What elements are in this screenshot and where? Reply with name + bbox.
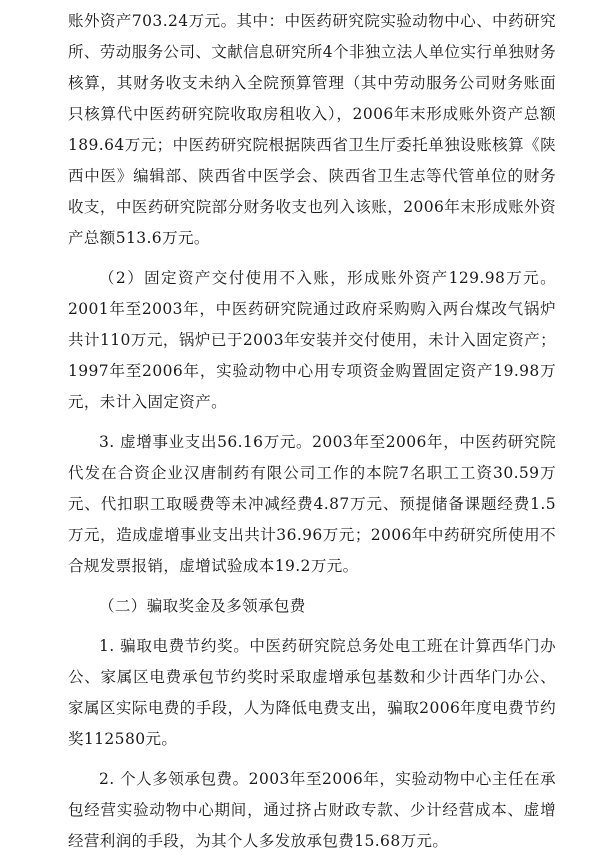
- paragraph-off-book-assets: 账外资产703.24万元。其中：中医药研究院实验动物中心、中药研究所、劳动服务公司、文献信息研究所4个非独立法人单位实行单独财务核算，其财务收支未纳入全院预算管理（其中劳动服务公司财务账面只核算代中医药研究院收取房租收入），2006年末形成账外资产总额189.64万元；中医药研究院根据陕西省卫生厅委托单独设账核算《陕西中医》编辑部、陕西省中医学会、陕西省卫生志等代管单位的财务收支，中医药研究院部分财务收支也列入该账，2006年末形成账外资产总额513.6万元。: [68, 12, 556, 247]
- document-page: [68, 6, 556, 866]
- section-heading: （二）骗取奖金及多领承包费: [99, 597, 306, 615]
- paragraph-contract-fees: 2. 个人多领承包费。2003年至2006年，实验动物中心主任在承包经营实验动物中心期间，通过挤占财政专款、少计经营成本、虚增经营利润的手段，为其个人多发放承包费15.68万元。: [68, 770, 556, 850]
- paragraph-electricity-bonus: 1. 骗取电费节约奖。中医药研究院总务处电工班在计算西华门办公、家属区电费承包节约奖时采取虚增承包基数和少计西华门办公、家属区实际电费的手段，人为降低电费支出，骗取2006年度电费节约奖112580元。: [68, 637, 556, 748]
- paragraph-fixed-assets: （2）固定资产交付使用不入账，形成账外资产129.98万元。2001年至2003年，中医药研究院通过政府采购购入两台煤改气锅炉共计110万元，锅炉已于2003年安装并交付使用，未计入固定资产；1997年至2006年，实验动物中心用专项资金购置固定资产19.98万元，未计入固定资产。: [68, 269, 556, 411]
- paragraph-inflated-expenses: 3. 虚增事业支出56.16万元。2003年至2006年，中医药研究院代发在合资企业汉唐制药有限公司工作的本院7名职工工资30.59万元、代扣职工取暖费等未冲减经费4.87万元、预提储备课题经费1.5万元，造成虚增事业支出共计36.96万元；2006年中药研究所使用不合规发票报销，虚增试验成本19.2万元。: [68, 433, 556, 575]
